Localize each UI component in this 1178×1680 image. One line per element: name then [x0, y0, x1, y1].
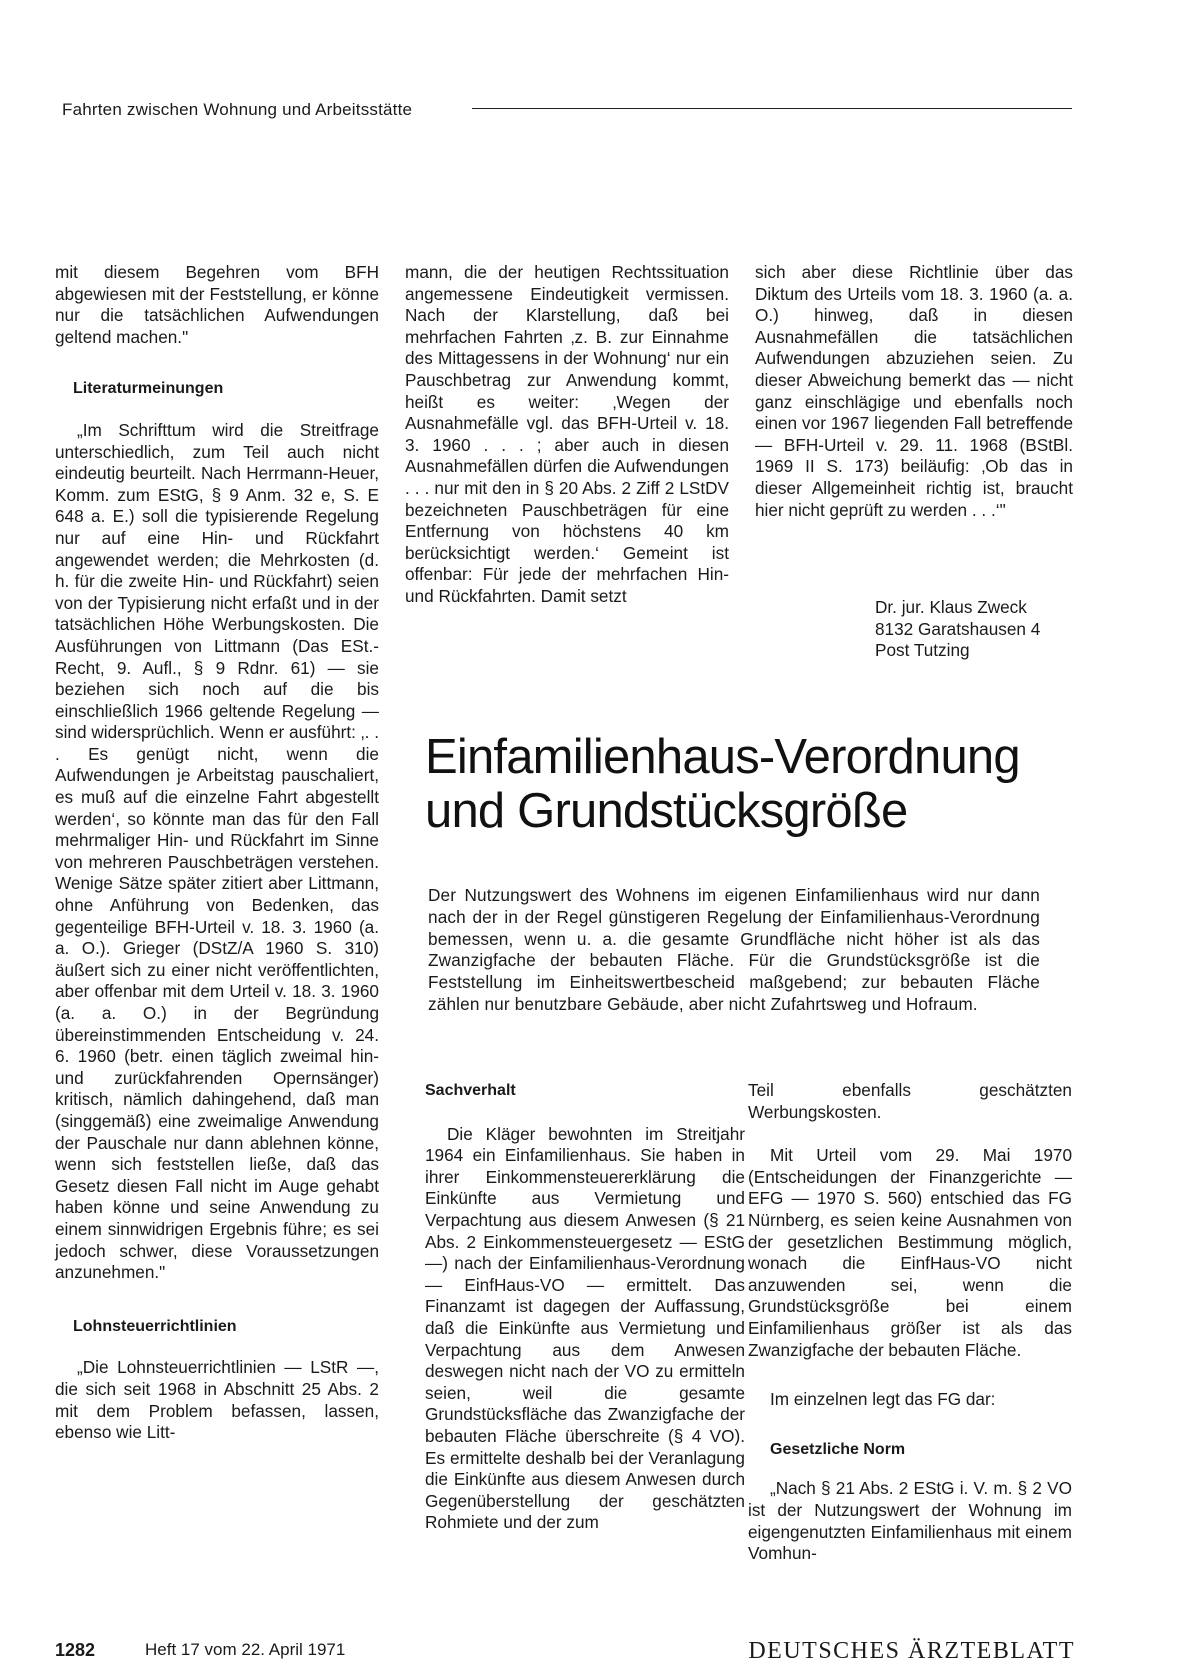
page-number: 1282 [55, 1640, 96, 1660]
author-address: 8132 Garatshausen 4 [875, 618, 1041, 639]
column-3 [755, 262, 1073, 521]
subheading-literaturmeinungen: Literaturmeinungen [73, 380, 224, 398]
paragraph: „Nach § 21 Abs. 2 EStG i. V. m. § 2 VO ist der Nutzungswert der Wohnung im eigengenutzten Einfamilienhaus mit einem Vomhun- [748, 1478, 1072, 1564]
paragraph: „Die Lohnsteuerrichtlinien — LStR —, die sich seit 1968 in Abschnitt 25 Abs. 2 mit dem Problem befassen, lassen, ebenso wie Litt- [55, 1357, 379, 1443]
paragraph: Im einzelnen legt das FG dar: [770, 1389, 996, 1410]
running-header [62, 100, 1072, 130]
paragraph: „Im Schrifttum wird die Streitfrage unterschiedlich, zum Teil auch nicht eindeutig beurteilt. Nach Herrmann-Heuer, Komm. zum EStG, § 9 Anm. 32 e, S. E 648 a. E.) soll die typisierende Regelung nur auf eine Hin- und Rückfahrt angewendet werden; die Mehrkosten (d. h. für die zweite Hin- und Rückfahrt) seien von der Typisierung nicht erfaßt und in der tatsächlichen Höhe Werbungskosten. Die Ausführungen von Littmann (Das ESt.-Recht, 9. Aufl., § 9 Rdnr. 61) — sie beziehen sich noch auf die bis einschließlich 1966 geltende Regelung — sind widersprüchlich. Wenn er ausführt: ‚. . . Es genügt nicht, wenn die Aufwendungen je Arbeitstag pauschaliert, es muß auf die einzelne Fahrt abgestellt werden‘, so könnte man das für den Fall mehrmaliger Hin- und Rückfahrt im Sinne von mehreren Pauschbeträgen verstehen. Wenige Sätze später zitiert aber Littmann, ohne Anführung von Bedenken, das gegenteilige BFH-Urteil v. 18. 3. 1960 (a. a. O.). Grieger (DStZ/A 1960 S. 310) äußert sich zu einer nicht veröffentlichten, aber offenbar mit dem Urteil v. 18. 3. 1960 (a. a. O.) in der Begründung übereinstimmenden Entscheidung v. 24. 6. 1960 (betr. einen täglich zweimal hin- und zurückfahrenden Opernsänger) kritisch, nämlich dahingehend, daß man (singgemäß) eine zweimalige Anwendung der Pauschale nur dann ablehnen könne, wenn sich feststellen ließe, daß das Gesetz diesen Fall nicht im Auge gehabt haben könne und seine Anwendung zu einem sinnwidrigen Ergebnis führe; es sei jedoch schwer, diese Voraussetzungen anzunehmen." [55, 419, 379, 1283]
header-rule [472, 108, 1072, 109]
subheading-gesetzliche-norm: Gesetzliche Norm [770, 1440, 906, 1458]
article-title-line-2: und Grundstücksgröße [425, 784, 908, 838]
article-lead: Der Nutzungswert des Wohnens im eigenen Einfamilienhaus wird nur dann nach der in der Regel günstigeren Regelung der Einfamilienhaus-Verordnung bemessen, wenn u. a. die gesamte Grundfläche nicht höher ist als das Zwanzigfache der bebauten Fläche. Für die Grundstücksgröße ist die Feststellung im Einheitswertbescheid maßgebend; zur bebauten Fläche zählen nur benutzbare Gebäude, aber nicht Zufahrtsweg und Hofraum. [428, 885, 1040, 1014]
paragraph: Mit Urteil vom 29. Mai 1970 (Entscheidungen der Finanzgerichte — EFG — 1970 S. 560) entschied das FG Nürnberg, es seien keine Ausnahmen von der gesetzlichen Bestimmung möglich, wonach die EinfHaus-VO nicht anzuwenden sei, wenn die Grundstücksgröße bei einem Einfamilienhaus größer ist als das Zwanzigfache der bebauten Fläche. [748, 1145, 1072, 1360]
column-5 [748, 1080, 1072, 1565]
column-2 [405, 262, 729, 608]
section-title: Fahrten zwischen Wohnung und Arbeitsstätte [62, 100, 413, 119]
paragraph: mann, die der heutigen Rechtssituation angemessene Eindeutigkeit vermissen. Nach der Klarstellung, daß bei mehrfachen Fahrten ‚z. B. zur Einnahme des Mittagessens in der Wohnung‘ nur ein Pauschbetrag zur Anwendung kommt, heißt es weiter: ‚Wegen der Ausnahmefälle vgl. das BFH-Urteil v. 18. 3. 1960 . . . ; aber auch in diesen Ausnahmefällen dürfen die Aufwendungen . . . nur mit den in § 20 Abs. 2 Ziff 2 LStDV bezeichneten Pauschbeträgen für eine Entfernung von höchstens 40 km berücksichtigt werden.‘ Gemeint ist offenbar: Für jede der mehrfachen Hin- und Rückfahrten. Damit setzt [405, 262, 729, 606]
author-name: Dr. jur. Klaus Zweck [875, 597, 1027, 617]
article-title [425, 730, 1020, 838]
author-post: Post Tutzing [875, 640, 970, 661]
page-footer [55, 1640, 1075, 1670]
paragraph: sich aber diese Richtlinie über das Diktum des Urteils vom 18. 3. 1960 (a. a. O.) hinweg, daß in diesen Ausnahmefällen die tatsächlichen Aufwendungen abzuziehen seien. Zu dieser Abweichung bemerkt das — nicht ganz einschlägige und ebenfalls noch einen vor 1967 liegenden Fall betreffende — BFH-Urteil v. 29. 11. 1968 (BStBl. 1969 II S. 173) beiläufig: ‚Ob das in dieser Allgemeinheit richtig ist, braucht hier nicht geprüft zu werden . . .‘" [755, 262, 1073, 520]
subheading-lohnsteuerrichtlinien: Lohnsteuerrichtlinien [73, 1317, 237, 1335]
journal-name: DEUTSCHES ÄRZTEBLATT [748, 1638, 1075, 1664]
author-signature [875, 597, 1040, 662]
column-1 [55, 262, 379, 1444]
paragraph: mit diesem Begehren vom BFH abgewiesen mit der Feststellung, er könne nur die tatsächlichen Aufwendungen geltend machen." [55, 262, 379, 347]
column-4 [425, 1080, 745, 1534]
subheading-sachverhalt: Sachverhalt [425, 1082, 516, 1099]
article-title-line-1: Einfamilienhaus-Verordnung [425, 730, 1020, 784]
issue-info: Heft 17 vom 22. April 1971 [145, 1640, 346, 1659]
paragraph: Teil ebenfalls geschätzten Werbungskosten. [748, 1080, 1072, 1122]
paragraph: Die Kläger bewohnten im Streitjahr 1964 ein Einfamilienhaus. Sie haben in ihrer Einkommensteuererklärung die Einkünfte aus Vermietung und Verpachtung aus diesem Anwesen (§ 21 Abs. 2 Einkommensteuergesetz — EStG —) nach der Einfamilienhaus-Verordnung — EinfHaus-VO — ermittelt. Das Finanzamt ist dagegen der Auffassung, daß die Einkünfte aus Vermietung und Verpachtung aus dem Anwesen deswegen nicht nach der VO zu ermitteln seien, weil die gesamte Grundstücksfläche das Zwanzigfache der bebauten Fläche überschreite (§ 4 VO). Es ermittelte deshalb bei der Veranlagung die Einkünfte aus diesem Anwesen durch Gegenüberstellung der geschätzten Rohmiete und der zum [425, 1123, 745, 1533]
